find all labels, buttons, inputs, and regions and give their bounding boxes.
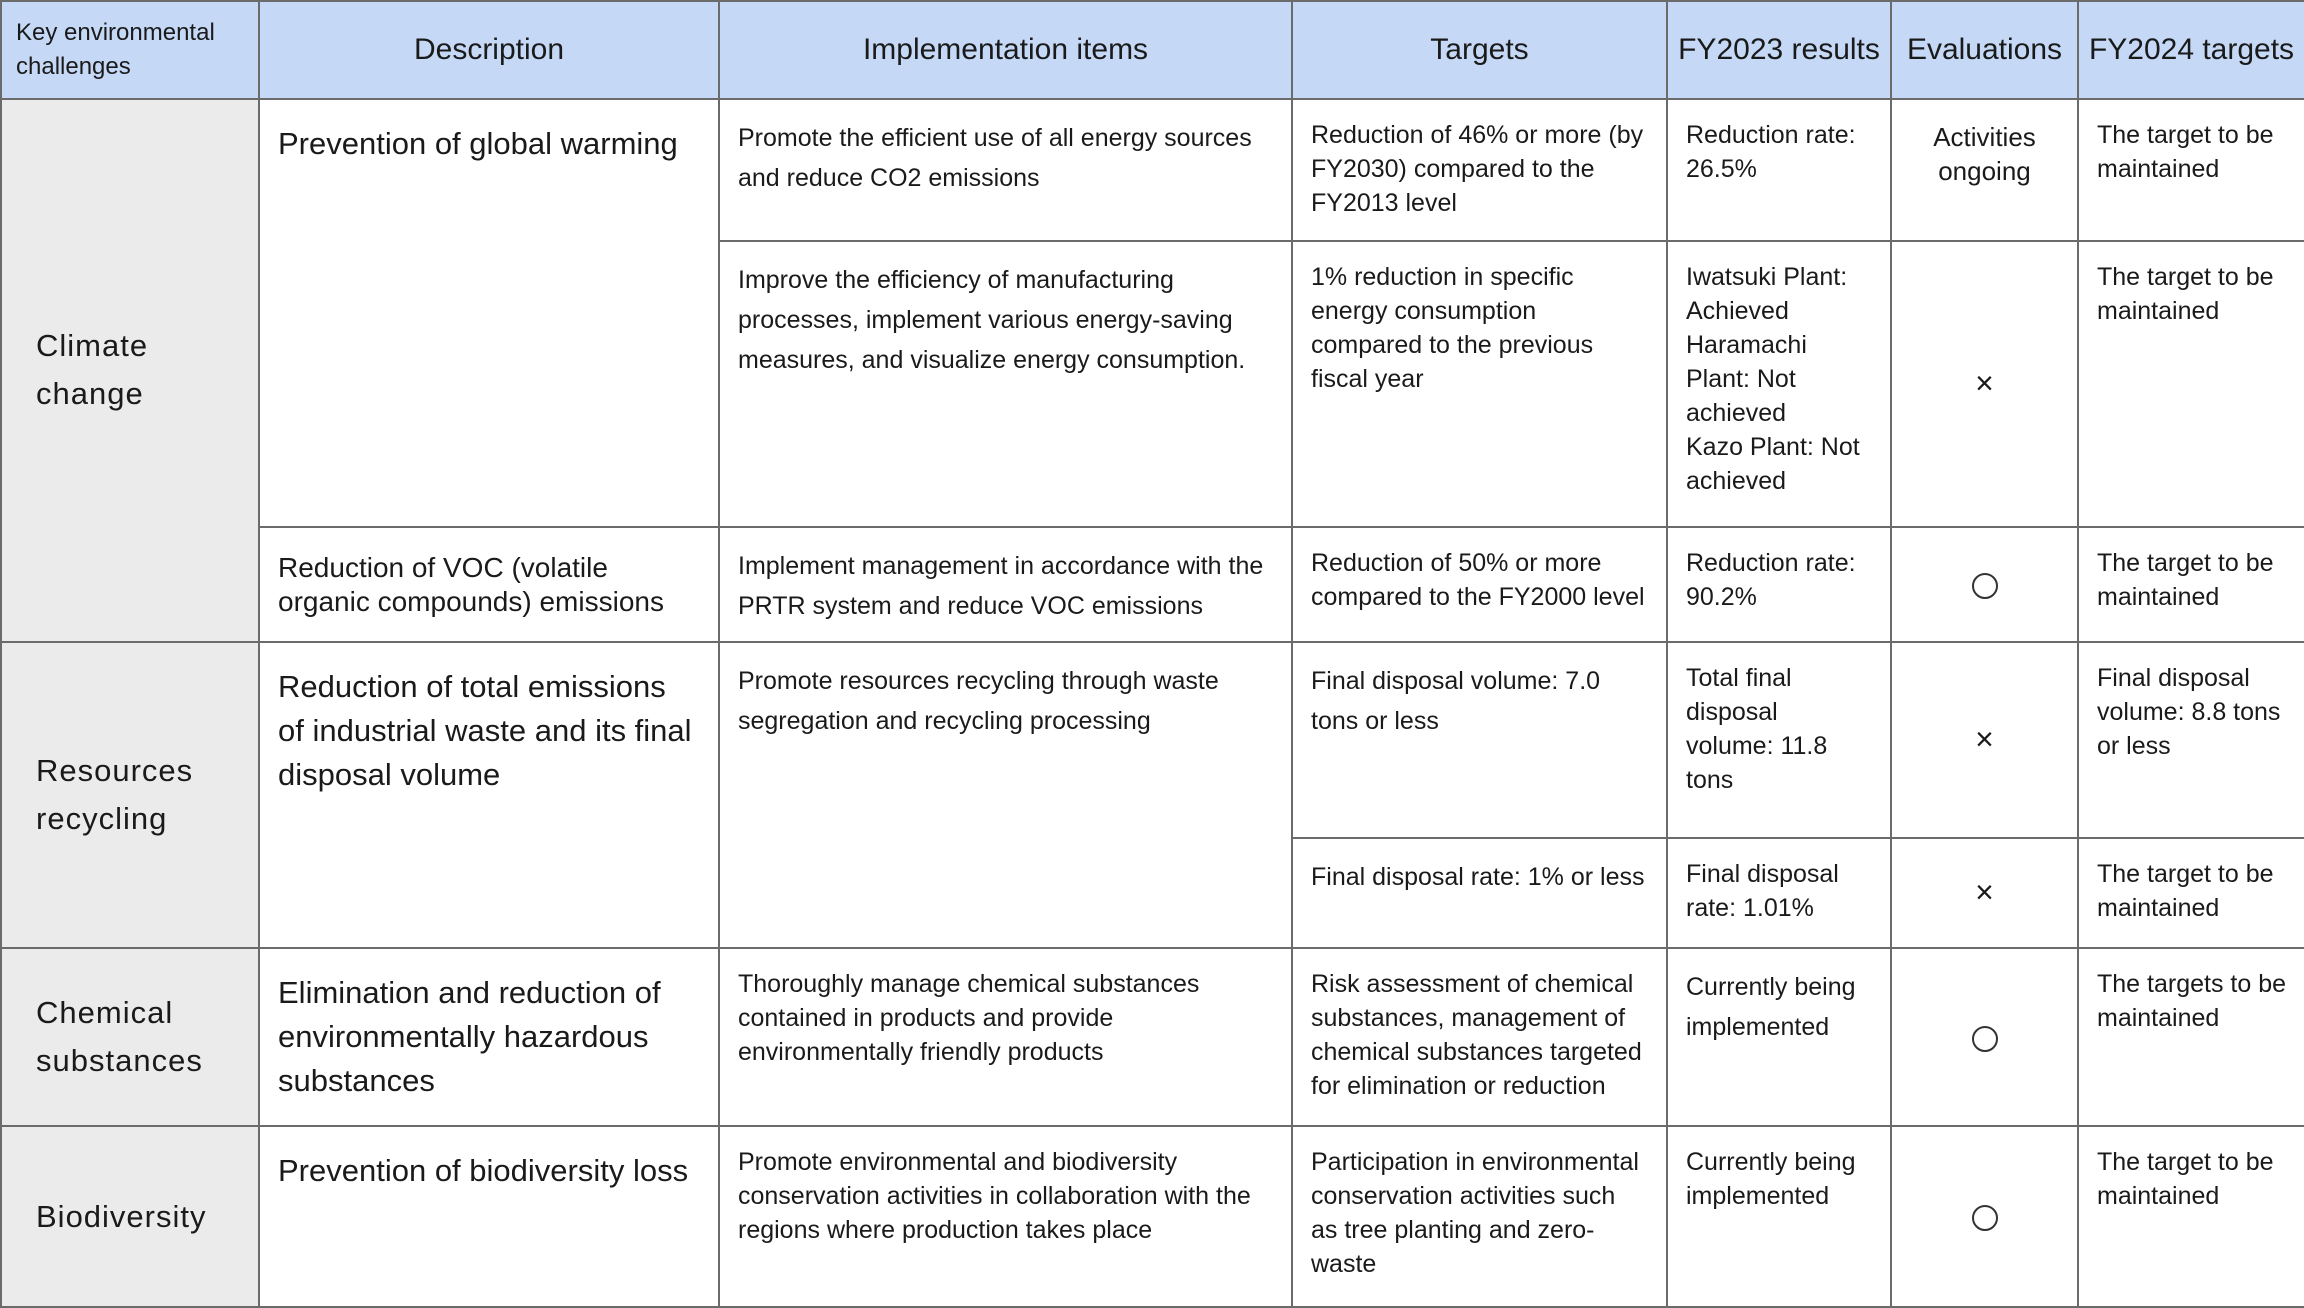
challenge-climate-change: Climate change [1,99,259,642]
header-evaluations: Evaluations [1891,1,2078,99]
table-row [1,642,2304,839]
result-disposal-rate: Final disposal rate: 1.01% [1667,838,1891,947]
description-biodiversity-loss: Prevention of biodiversity loss [259,1126,719,1307]
impl-energy-efficiency: Promote the efficient use of all energy sources and reduce CO2 emissions [719,99,1292,241]
evaluation-voc [1891,527,2078,641]
fy2024-target-disposal-rate: The target to be maintained [2078,838,2304,947]
result-iwatsuki: Iwatsuki Plant: Achieved [1686,263,1848,326]
impl-prtr: Implement management in accordance with the PRTR system and reduce VOC emissions [719,527,1292,641]
description-hazardous-substances: Elimination and reduction of environmentally hazardous substances [259,948,719,1127]
cross-icon: × [1975,873,1994,910]
target-voc: Reduction of 50% or more compared to the FY2000 level [1292,527,1667,641]
target-risk-assessment: Risk assessment of chemical substances, management of chemical substances targeted for elimination or reduction [1292,948,1667,1127]
result-biodiversity: Currently being implemented [1667,1126,1891,1307]
result-plants [1667,241,1891,527]
evaluation-biodiversity [1891,1126,2078,1307]
challenge-chemical-substances: Chemical substances [1,948,259,1127]
evaluation-energy [1891,241,2078,527]
result-disposal-volume: Total final disposal volume: 11.8 tons [1667,642,1891,839]
cross-icon: × [1975,364,1994,401]
table-row [1,948,2304,1127]
header-targets: Targets [1292,1,1667,99]
evaluation-chemical [1891,948,2078,1127]
fy2024-target-biodiversity: The target to be maintained [2078,1126,2304,1307]
target-co2-reduction: Reduction of 46% or more (by FY2030) compared to the FY2013 level [1292,99,1667,241]
description-global-warming: Prevention of global warming [259,99,719,527]
impl-chemical-management: Thoroughly manage chemical substances contained in products and provide environmentally friendly products [719,948,1292,1127]
result-haramachi: Haramachi Plant: Not achieved [1686,331,1807,428]
header-fy2024-targets: FY2024 targets [2078,1,2304,99]
fy2024-target-chemical: The targets to be maintained [2078,948,2304,1127]
challenge-resources-recycling: Resources recycling [1,642,259,948]
fy2024-target-voc: The target to be maintained [2078,527,2304,641]
description-voc: Reduction of VOC (volatile organic compounds) emissions [259,527,719,641]
circle-icon [1972,573,1998,599]
challenge-biodiversity: Biodiversity [1,1126,259,1307]
result-co2-reduction: Reduction rate: 26.5% [1667,99,1891,241]
fy2024-target-energy: The target to be maintained [2078,241,2304,527]
table-row [1,1126,2304,1307]
header-row [1,1,2304,99]
header-key-challenges: Key environmental challenges [1,1,259,99]
circle-icon [1972,1205,1998,1231]
description-industrial-waste: Reduction of total emissions of industrial waste and its final disposal volume [259,642,719,948]
impl-waste-recycling: Promote resources recycling through waste segregation and recycling processing [719,642,1292,948]
evaluation-disposal-rate [1891,838,2078,947]
target-disposal-rate: Final disposal rate: 1% or less [1292,838,1667,947]
target-disposal-volume: Final disposal volume: 7.0 tons or less [1292,642,1667,839]
header-fy2023-results: FY2023 results [1667,1,1891,99]
result-chemical: Currently being implemented [1667,948,1891,1127]
result-kazo: Kazo Plant: Not achieved [1686,433,1860,496]
header-description: Description [259,1,719,99]
evaluation-co2: Activities ongoing [1891,99,2078,241]
header-implementation-items: Implementation items [719,1,1292,99]
circle-icon [1972,1026,1998,1052]
fy2024-target-co2: The target to be maintained [2078,99,2304,241]
table-row [1,527,2304,641]
fy2024-target-disposal-volume: Final disposal volume: 8.8 tons or less [2078,642,2304,839]
impl-conservation-activities: Promote environmental and biodiversity conservation activities in collaboration with the regions where production takes place [719,1126,1292,1307]
result-voc: Reduction rate: 90.2% [1667,527,1891,641]
impl-manufacturing-efficiency: Improve the efficiency of manufacturing processes, implement various energy-saving measures, and visualize energy consumption. [719,241,1292,527]
evaluation-disposal-volume [1891,642,2078,839]
table-row [1,99,2304,241]
cross-icon: × [1975,720,1994,757]
target-tree-planting: Participation in environmental conservation activities such as tree planting and zero-waste [1292,1126,1667,1307]
target-energy-consumption: 1% reduction in specific energy consumption compared to the previous fiscal year [1292,241,1667,527]
